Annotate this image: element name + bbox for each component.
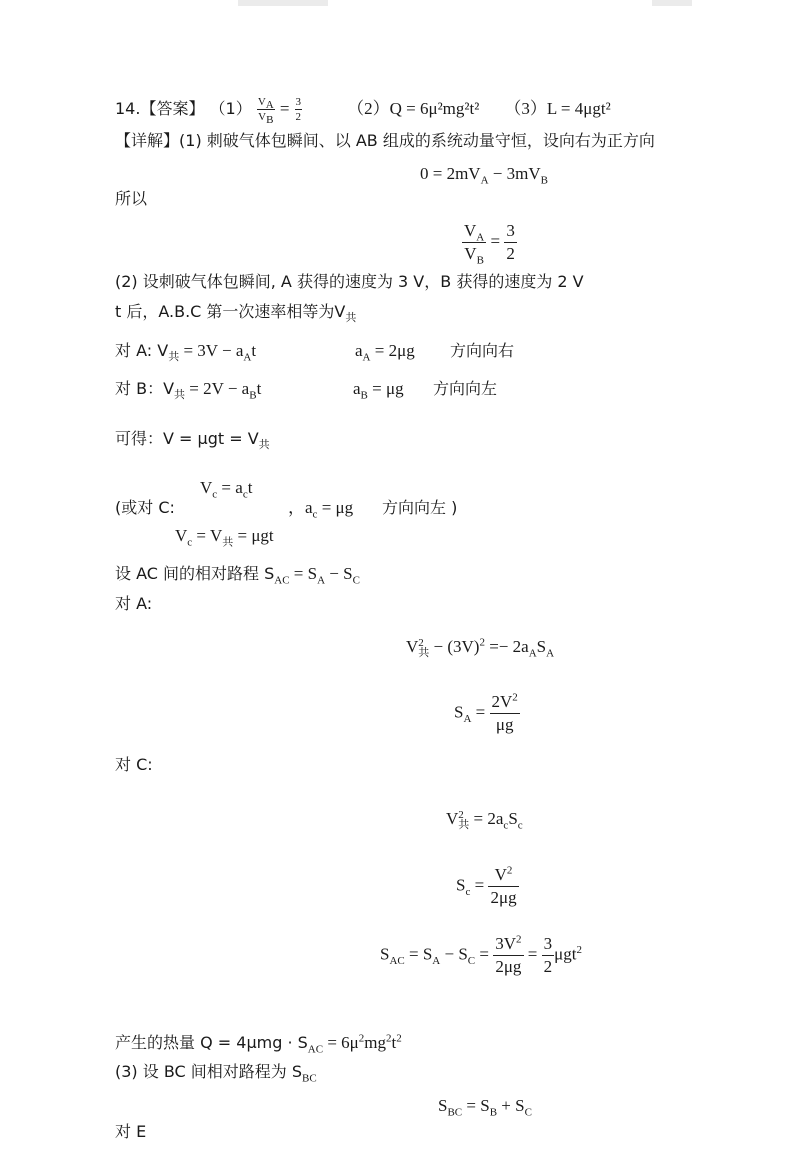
eq-C-accel: ，$a_c = \mu g$ bbox=[288, 498, 354, 521]
answer-1-value: $\frac{3}{2}$ bbox=[295, 96, 302, 123]
eq-C-kinematics: V 2 共 = $2a_cS_c$ bbox=[446, 809, 523, 832]
momentum-equation: $0 = 2mV_A - 3mV_B$ bbox=[420, 164, 548, 187]
answer-part-2: （2）Q = 6μ²mg²t² bbox=[347, 99, 480, 118]
eq-Sc: $S_c$ = $\frac{V^2}{2\mu g}$ bbox=[456, 864, 517, 907]
eq-A-velocity: 对 A: $V_共 = 3V - a_At$ bbox=[115, 341, 257, 364]
eq-A-accel: $a_A = 2\mu g$ bbox=[355, 341, 415, 364]
detail-line-3: t 后，A.B.C 第一次速率相等为$V_共$ bbox=[115, 302, 357, 325]
eq-B-accel: $a_B = \mu g$ bbox=[353, 379, 404, 402]
top-edge-artifact-left bbox=[238, 0, 328, 6]
answer-1-ratio: $\frac{V_A}{V_B}$ bbox=[257, 96, 274, 127]
eq-C-label: (或对 C: bbox=[115, 498, 175, 517]
eq-C-velocity-bottom: $V_c = V_共 = \mu gt$ bbox=[175, 526, 274, 549]
eq-SBC: $S_{BC} = S_B + S_C$ bbox=[438, 1096, 532, 1119]
eq-A-direction: 方向向右 bbox=[450, 341, 515, 360]
detail-line-2: (2) 设刺破气体包瞬间, A 获得的速度为 3 V，B 获得的速度为 2 V bbox=[115, 272, 584, 291]
heat-line: 产生的热量 $Q = 4\mu mg \cdot S_{AC} = 6\mu^2mg^2t^2$ bbox=[115, 1032, 402, 1056]
answer-line bbox=[115, 96, 611, 127]
answer-part-1: （1） $\frac{V_A}{V_B}$ = $\frac{3}{2}$ bbox=[209, 96, 302, 127]
eq-A-kinematics: V 2 共 − $(3V)^2 =- 2a_AS_A$ bbox=[406, 636, 555, 660]
detail-line-4: (3) 设 BC 间相对路程为 $S_{BC}$ bbox=[115, 1062, 317, 1085]
kede-line: 可得：$V = \mu gt = V_共$ bbox=[115, 429, 270, 452]
eq-B-direction: 方向向左 bbox=[433, 379, 498, 398]
answer-part-3: （3）L = 4μgt² bbox=[504, 99, 611, 118]
detail-label: 【详解】 bbox=[115, 131, 180, 150]
suoyi-text: 所以 bbox=[115, 189, 148, 208]
velocity-ratio-equation: $\frac{V_A}{V_B}$ = $\frac{3}{2}$ bbox=[464, 221, 515, 267]
answer-label: 14.【答案】 bbox=[115, 99, 205, 118]
detail-line-1: 【详解】(1) 刺破气体包瞬间、以 AB 组成的系统动量守恒，设向右为正方向 bbox=[115, 131, 655, 150]
eq-SAC-final: $S_{AC} = S_A - S_C$ = $\frac{3V^2}{2\mu g}$ = $\frac{3}{2}$ μgt$^2$ bbox=[380, 933, 582, 976]
dui-E-label: 对 E bbox=[115, 1122, 147, 1141]
eq-B-velocity: 对 B：$V_共 = 2V - a_Bt$ bbox=[115, 379, 262, 402]
eq-C-velocity-top: $V_c = a_ct$ bbox=[200, 478, 253, 501]
dui-A-label: 对 A: bbox=[115, 594, 153, 613]
dui-C-label: 对 C: bbox=[115, 755, 153, 774]
top-edge-artifact-right bbox=[652, 0, 692, 6]
eq-SA: $S_A$ = $\frac{2V^2}{\mu g}$ bbox=[454, 691, 518, 734]
eq-C-direction: 方向向左 ) bbox=[382, 498, 458, 517]
sac-definition: 设 AC 间的相对路程 $S_{AC} = S_A - S_C$ bbox=[115, 564, 360, 587]
